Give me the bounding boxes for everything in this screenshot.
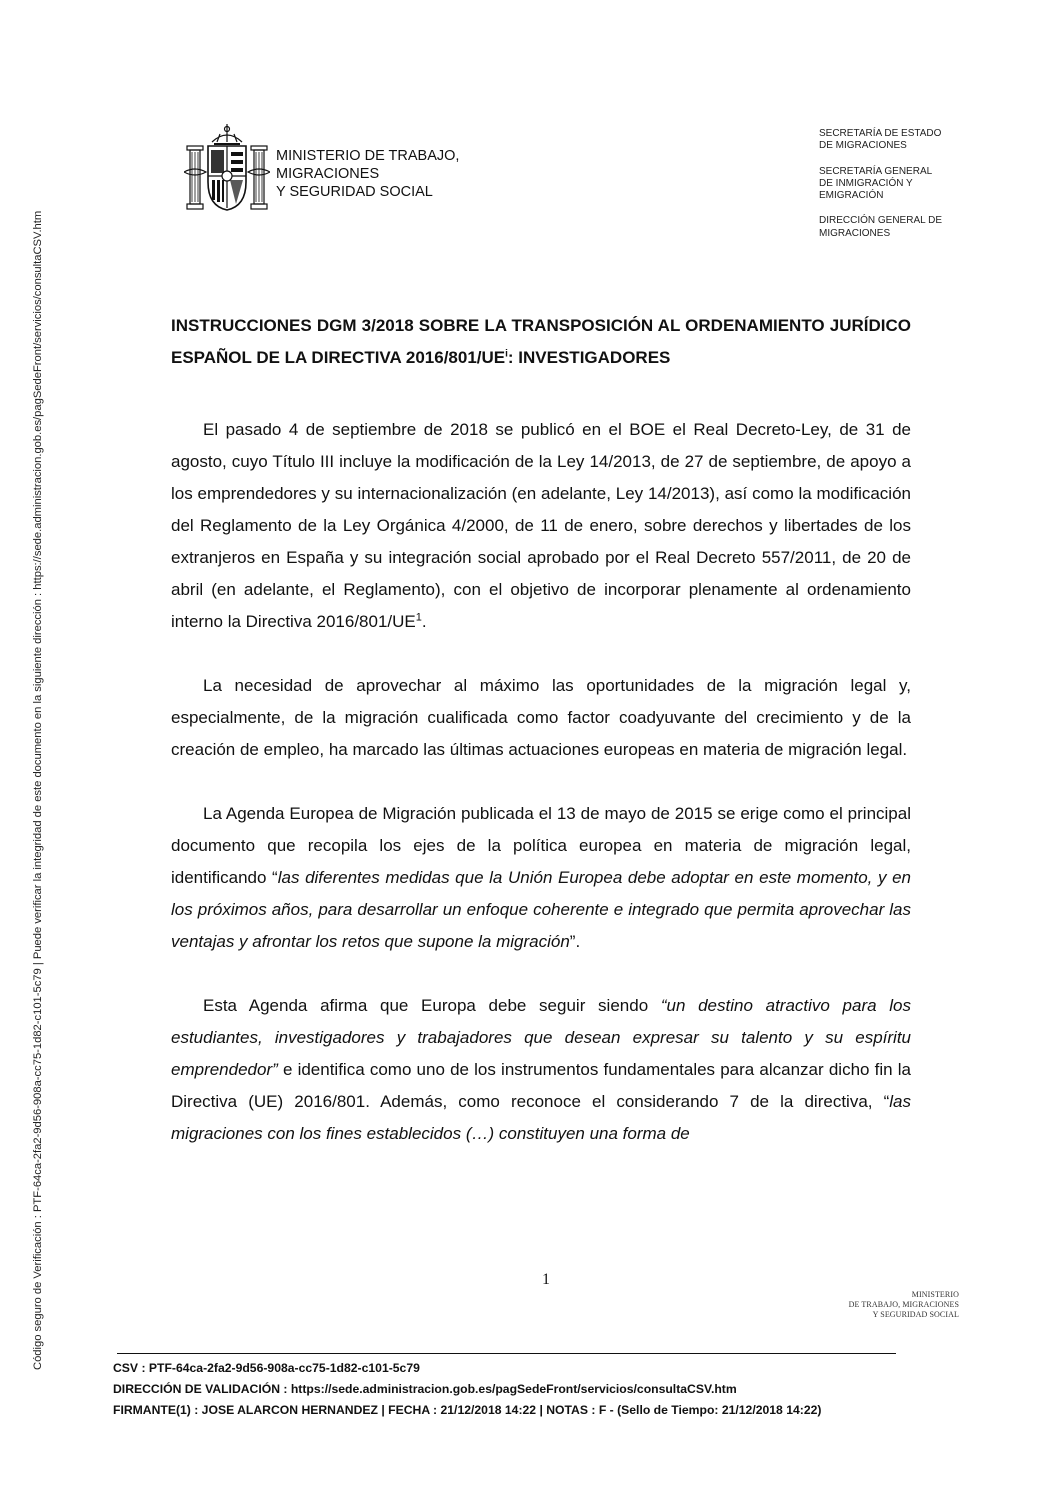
secretariat-line: MIGRACIONES [819, 227, 891, 239]
paragraph-end: ”. [569, 932, 581, 951]
secretariat-list [819, 128, 942, 253]
secretariat-line: DE INMIGRACIÓN Y [819, 177, 913, 189]
paragraph-3 [171, 798, 911, 958]
secretariat-line: SECRETARÍA DE ESTADO [819, 128, 942, 139]
ministry-line: Y SEGURIDAD SOCIAL [276, 184, 433, 200]
footer-logo-line: DE TRABAJO, MIGRACIONES [848, 1300, 959, 1309]
direccion-general [819, 215, 942, 240]
paragraph-text: El pasado 4 de septiembre de 2018 se publicó en el BOE el Real Decreto-Ley, de 31 de agosto, cuyo Título III incluye la modificación de la Ley 14/2013, de 27 de septiembre, de apoyo a los emprendedores y su internacionalización (en adelante, Ley 14/2013), así como la modificación del Reglamento de la Ley Orgánica 4/2000, de 11 de enero, sobre derechos y libertades de los extranjeros en España y su integración social aprobado por el Real Decreto 557/2011, de 20 de abril (en adelante, el Reglamento), con el objetivo de incorporar plenamente al ordenamiento interno la Directiva 2016/801/UE [171, 420, 911, 631]
title-suffix: : INVESTIGADORES [507, 348, 671, 367]
secretaria-general [819, 166, 942, 203]
verification-side-note [30, 80, 46, 1370]
title-text: INSTRUCCIONES DGM 3/2018 SOBRE LA TRANSPOSICIÓN AL ORDENAMIENTO JURÍDICO ESPAÑOL DE LA DIRECTIVA 2016/801/UE [171, 316, 911, 367]
paragraph-2: La necesidad de aprovechar al máximo las oportunidades de la migración legal y, especialmente, de la migración cualificada como factor coadyuvante del crecimiento y de la creación de empleo, ha marcado las últimas actuaciones europeas en materia de migración legal. [171, 676, 911, 759]
quote-italic: las migraciones con los fines establecidos (…) constituyen una forma de [171, 1092, 911, 1143]
title-endnote-mark: i [505, 348, 508, 360]
footer-ministry-logo [849, 1290, 959, 1320]
secretariat-line: SECRETARÍA GENERAL [819, 165, 933, 177]
paragraph-1 [171, 414, 911, 638]
secretariat-line: DE MIGRACIONES [819, 140, 907, 152]
ministry-line: MINISTERIO DE TRABAJO, [276, 148, 460, 164]
quote-italic: “un destino atractivo para los estudiantes, investigadores y trabajadores que desean expresar su talento y su espíritu emprendedor” [171, 996, 911, 1079]
csv-line: CSV : PTF-64ca-2fa2-9d56-908a-cc75-1d82-c101-5c79 [113, 1361, 420, 1375]
secretariat-line: DIRECCIÓN GENERAL DE [819, 215, 942, 227]
document-title [171, 310, 911, 374]
ministry-line: MIGRACIONES [276, 166, 380, 182]
paragraph-end: . [421, 612, 427, 631]
paragraph-text: e identifica como uno de los instrumentos fundamentales para alcanzar dicho fin la Directiva (UE) 2016/801. Además, como reconoce el considerando 7 de la directiva, “ [171, 1060, 911, 1111]
page-number: 1 [542, 1271, 550, 1288]
quote-italic: las diferentes medidas que la Unión Europea debe adoptar en este momento, y en los próximos años, para desarrollar un enfoque coherente e integrado que permita aprovechar las ventajas y afrontar los retos que supone la migración [171, 868, 911, 951]
footer-logo-line: Y SEGURIDAD SOCIAL [872, 1310, 959, 1319]
footer-divider [117, 1353, 896, 1354]
ministry-name [276, 147, 459, 201]
paragraph-4 [171, 990, 911, 1150]
secretaria-estado [819, 128, 942, 153]
signer-line: FIRMANTE(1) : JOSE ALARCON HERNANDEZ | FECHA : 21/12/2018 14:22 | NOTAS : F - (Sello de Tiempo: 21/12/2018 14:22) [113, 1403, 822, 1417]
document-body [171, 310, 911, 1150]
side-note-text: Código seguro de Verificación : PTF-64ca-2fa2-9d56-908a-cc75-1d82-c101-5c79 | Puede verificar la integridad de este documento en la siguiente dirección : https://sede.administracion.gob.es/pagSedeFront/servicios/consultaCSV.htm [32, 210, 44, 1370]
paragraph-text: La Agenda Europea de Migración publicada el 13 de mayo de 2015 se erige como el principal documento que recopila los ejes de la política europea en materia de migración legal, identificando “ [171, 804, 911, 887]
footer-logo-line: MINISTERIO [911, 1290, 959, 1299]
paragraph-text: Esta Agenda afirma que Europa debe seguir siendo [203, 996, 661, 1015]
signature-footer [113, 1358, 821, 1421]
validation-line: DIRECCIÓN DE VALIDACIÓN : https://sede.administracion.gob.es/pagSedeFront/servicios/consultaCSV.htm [113, 1382, 737, 1396]
secretariat-line: EMIGRACIÓN [819, 190, 884, 202]
coat-of-arms-icon [184, 122, 270, 214]
footnote-mark: 1 [415, 611, 422, 624]
